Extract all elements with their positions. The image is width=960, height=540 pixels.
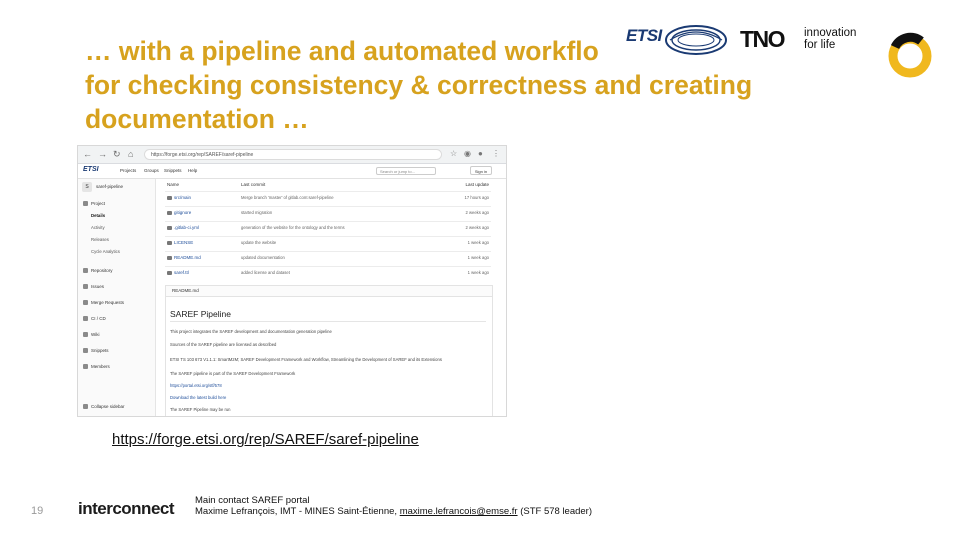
forge-navbar bbox=[78, 164, 506, 179]
column-header-name: Name bbox=[167, 182, 180, 187]
contact-email-link[interactable]: maxime.lefrancois@emse.fr bbox=[399, 506, 518, 517]
bookmark-icon[interactable]: ☆ bbox=[450, 149, 458, 158]
contact-info bbox=[195, 495, 592, 517]
etsi-logo bbox=[626, 22, 734, 60]
menu-icon[interactable]: ⋮ bbox=[492, 149, 500, 158]
contact-line-1: Main contact SAREF portal bbox=[195, 495, 310, 506]
file-commit[interactable]: updated documentation bbox=[241, 255, 285, 260]
sidebar-item-merge-requests[interactable]: Merge Requests bbox=[83, 300, 124, 305]
slide-number: 19 bbox=[31, 505, 44, 517]
nav-projects[interactable]: Projects bbox=[120, 168, 137, 173]
readme-filename[interactable]: README.md bbox=[172, 288, 199, 293]
sidebar-item-wiki[interactable]: Wiki bbox=[83, 332, 100, 337]
file-commit[interactable]: update the website bbox=[241, 240, 277, 245]
sidebar-item-project[interactable]: Project bbox=[83, 201, 105, 206]
tno-tagline-line-2: for life bbox=[804, 39, 836, 51]
sidebar-item-issues[interactable]: Issues bbox=[83, 284, 104, 289]
title-line-3: documentation … bbox=[85, 104, 309, 134]
file-commit[interactable]: started migration bbox=[241, 210, 273, 215]
scissors-icon bbox=[83, 348, 88, 353]
table-row[interactable] bbox=[165, 251, 491, 266]
interconnect-ring-icon bbox=[886, 32, 938, 80]
file-updated: 2 weeks ago bbox=[465, 225, 489, 230]
profile-icon[interactable]: ● bbox=[478, 149, 483, 158]
readme-line: The SAREF pipeline is part of the SAREF Development Framework bbox=[170, 371, 296, 376]
gitlab-screenshot bbox=[77, 145, 507, 417]
project-name: saref-pipeline bbox=[96, 184, 124, 189]
file-commit[interactable]: generation of the website for the ontology and the terms bbox=[241, 225, 345, 230]
users-icon bbox=[83, 364, 88, 369]
column-header-last-commit: Last commit bbox=[241, 182, 266, 187]
browser-toolbar bbox=[78, 146, 506, 164]
file-icon bbox=[167, 241, 172, 245]
file-updated: 17 hours ago bbox=[464, 195, 489, 200]
file-name[interactable]: saref.ttl bbox=[174, 270, 189, 275]
rocket-icon bbox=[83, 316, 88, 321]
etsi-swirl-icon bbox=[626, 22, 734, 60]
sidebar-sub-activity[interactable]: Activity bbox=[91, 225, 105, 230]
collapse-icon bbox=[83, 404, 88, 409]
table-row[interactable] bbox=[165, 221, 491, 236]
file-name[interactable]: src/main bbox=[174, 195, 192, 200]
file-name[interactable]: README.md bbox=[174, 255, 201, 260]
sidebar-item-ci-cd[interactable]: CI / CD bbox=[83, 316, 106, 321]
sidebar-item-members[interactable]: Members bbox=[83, 364, 110, 369]
file-commit[interactable]: added license and dataset bbox=[241, 270, 290, 275]
file-updated: 1 week ago bbox=[467, 270, 489, 275]
file-name[interactable]: LICENSE bbox=[174, 240, 194, 245]
file-updated: 2 weeks ago bbox=[465, 210, 489, 215]
readme-line: The SAREF Pipeline may be run bbox=[170, 407, 231, 412]
title-line-1: … with a pipeline and automated workflo bbox=[85, 36, 599, 66]
table-row[interactable] bbox=[165, 266, 491, 281]
nav-snippets[interactable]: Snippets bbox=[164, 168, 182, 173]
table-row[interactable] bbox=[165, 191, 491, 206]
file-icon bbox=[167, 271, 172, 275]
file-updated: 1 week ago bbox=[467, 255, 489, 260]
sign-in-button[interactable]: Sign in bbox=[470, 166, 492, 175]
sidebar-item-snippets[interactable]: Snippets bbox=[83, 348, 109, 353]
column-header-last-update: Last update bbox=[465, 182, 489, 187]
file-commit[interactable]: Merge branch 'master' of gitlab.com:saref-pipeline bbox=[241, 195, 334, 200]
forge-logo[interactable]: ETSI bbox=[83, 166, 99, 173]
collapse-sidebar-button[interactable]: Collapse sidebar bbox=[83, 404, 125, 409]
readme-link[interactable]: https://portal.etsi.org/stf/578 bbox=[170, 383, 222, 388]
sidebar-sub-cycle-analytics[interactable]: Cycle Analytics bbox=[91, 249, 120, 254]
table-row[interactable] bbox=[165, 206, 491, 221]
readme-line: This project integrates the SAREF development and documentation generation pipeline bbox=[170, 329, 332, 334]
home-icon bbox=[83, 201, 88, 206]
readme-line: ETSI TS 103 673 V1.1.1: SmartM2M; SAREF Development Framework and Workflow, Streamlining the Development of SAREF and its Extensions bbox=[170, 357, 442, 362]
file-icon bbox=[167, 226, 172, 230]
issues-icon bbox=[83, 284, 88, 289]
project-sidebar bbox=[78, 179, 156, 416]
readme-link[interactable]: Download the latest build here bbox=[170, 395, 227, 400]
sidebar-item-repository[interactable]: Repository bbox=[83, 268, 113, 273]
reload-icon[interactable]: ↻ bbox=[113, 149, 121, 159]
file-updated: 1 week ago bbox=[467, 240, 489, 245]
etsi-logo-text: ETSI bbox=[626, 26, 662, 45]
file-name[interactable]: gitignore bbox=[174, 210, 192, 215]
file-name[interactable]: .gitlab-ci.yml bbox=[174, 225, 200, 230]
readme-panel bbox=[165, 285, 493, 417]
contact-line-2: Maxime Lefrançois, IMT - MINES Saint-Étienne, maxime.lefrancois@emse.fr (STF 578 leader) bbox=[195, 506, 593, 517]
sidebar-sub-releases[interactable]: Releases bbox=[91, 237, 109, 242]
tno-mark: TNO bbox=[740, 26, 785, 52]
tno-tagline-line-1: innovation bbox=[804, 27, 857, 39]
sidebar-sub-details[interactable]: Details bbox=[91, 213, 106, 218]
saref-pipeline-link[interactable]: https://forge.etsi.org/rep/SAREF/saref-pipeline bbox=[112, 431, 419, 448]
extension-icon[interactable]: ◉ bbox=[464, 149, 471, 158]
home-icon[interactable]: ⌂ bbox=[128, 149, 134, 159]
table-row[interactable] bbox=[165, 236, 491, 251]
book-icon bbox=[83, 332, 88, 337]
interconnect-logo: interconnect bbox=[78, 499, 175, 518]
nav-groups[interactable]: Groups bbox=[144, 168, 159, 173]
readme-divider bbox=[170, 321, 486, 322]
address-bar[interactable]: https://forge.etsi.org/rep/SAREF/saref-pipeline bbox=[144, 149, 442, 160]
forge-search-input[interactable]: Search or jump to... bbox=[376, 167, 436, 175]
readme-line: Sources of the SAREF pipeline are licensed as described bbox=[170, 342, 277, 347]
title-line-2: for checking consistency & correctness and creating bbox=[85, 70, 753, 100]
merge-request-icon bbox=[83, 300, 88, 305]
nav-help[interactable]: Help bbox=[188, 168, 198, 173]
repository-icon bbox=[83, 268, 88, 273]
folder-icon bbox=[167, 196, 172, 200]
project-avatar: S bbox=[82, 182, 92, 192]
readme-header bbox=[166, 286, 492, 297]
back-icon[interactable]: ← bbox=[83, 149, 92, 159]
file-icon bbox=[167, 211, 172, 215]
file-icon bbox=[167, 256, 172, 260]
forward-icon[interactable]: → bbox=[98, 149, 107, 159]
tno-tagline bbox=[804, 27, 856, 51]
readme-title: SAREF Pipeline bbox=[170, 309, 231, 319]
